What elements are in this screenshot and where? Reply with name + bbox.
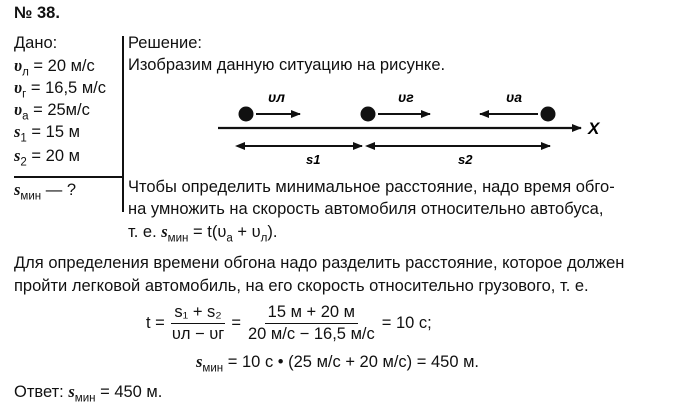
para2-line2: пройти легковой автомобиль, на его скорость относительно грузового, т. е. [14, 277, 589, 295]
given-s2: $s_2 = 20$ м [14, 146, 80, 169]
para1-line1: Чтобы определить минимальное расстояние, надо время обго- [128, 178, 615, 196]
problem-number: № 38. [14, 4, 60, 22]
v-a-label: υа [506, 89, 523, 105]
given-divider-vertical [122, 36, 124, 212]
fraction-symbolic: $\frac{\text{s₁ + s₂}}{\upsilon л - \upsilon г}$ [171, 302, 225, 343]
solution-intro: Изобразим данную ситуацию на рисунке. [128, 56, 446, 74]
solution-heading: Решение: [128, 34, 202, 52]
given-v-l: $\upsilon_л = 20$ м/с [14, 56, 95, 79]
given-heading: Дано: [14, 34, 58, 52]
given-divider-horizontal [14, 176, 122, 178]
motion-diagram [128, 80, 598, 172]
axis-x-label: X [588, 119, 600, 138]
equation-time: t = $\frac{\text{s₁ + s₂}}{\upsilon л - \upsilon г}$ = $\frac{15 м + 20 м}{20 м/с - 16,5 м/с}$ = 10 с; [146, 302, 432, 343]
s1-label: s1 [306, 152, 321, 167]
para1-line3: т. е. $s_{мин} = t(\upsilon_а + \upsilon_л)$. [128, 222, 278, 245]
truck-dot [361, 107, 376, 122]
given-v-a: $\upsilon_а = 25м/с$ [14, 100, 90, 123]
v-g-label: υг [398, 89, 414, 105]
find-s-min: $s_{мин}$ — ? [14, 180, 77, 203]
para1-line2: на умножить на скорость автомобиля относительно автобуса, [128, 200, 604, 218]
given-v-g: $\upsilon_г = 16,5$ м/с [14, 78, 106, 101]
fraction-numeric: $\frac{15 м + 20 м}{20 м/с - 16,5 м/с}$ [247, 302, 375, 343]
s2-label: s2 [458, 152, 473, 167]
v-l-label: υл [268, 89, 285, 105]
answer-line: Ответ: $s_{мин} = 450$ м. [14, 382, 163, 405]
given-s1: $s_1 = 15$ м [14, 122, 80, 145]
bus-dot [541, 107, 556, 122]
car-dot [239, 107, 254, 122]
para2-line1: Для определения времени обгона надо разделить расстояние, которое должен [14, 254, 625, 272]
equation-distance: $s_{мин} = 10$ с • (25 м/с + 20 м/с) = 450 м. [196, 352, 480, 375]
